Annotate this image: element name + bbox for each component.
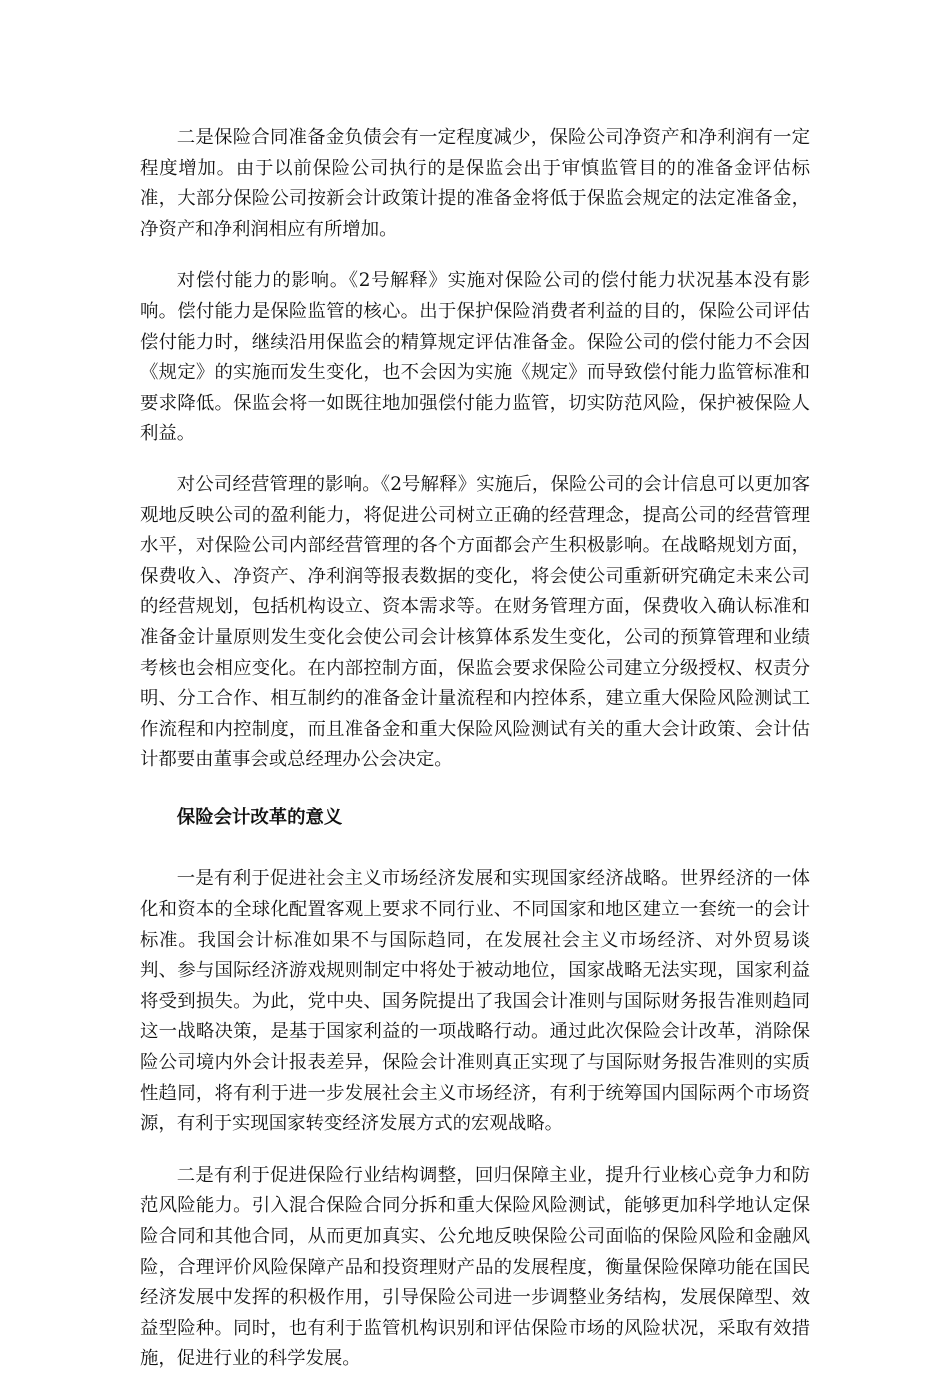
paragraph-solvency-impact: 对偿付能力的影响。《2号解释》实施对保险公司的偿付能力状况基本没有影响。偿付能力是保险监管的核心。出于保护保险消费者利益的目的，保险公司评估偿付能力时，继续沿用保监会的精算规定评估准备金。保险公司的偿付能力不会因《规定》的实施而发生变化，也不会因为实施《规定》而导致偿付能力监管标准和要求降低。保监会将一如既往地加强偿付能力监管，切实防范风险，保护被保险人利益。 bbox=[140, 270, 810, 445]
section-heading: 保险会计改革的意义 bbox=[176, 806, 343, 828]
paragraph-management-impact: 对公司经营管理的影响。《2号解释》实施后，保险公司的会计信息可以更加客观地反映公司的盈利能力，将促进公司树立正确的经营理念，提高公司的经营管理水平，对保险公司内部经营管理的各个方面都会产生积极影响。在战略规划方面，保费收入、净资产、净利润等报表数据的变化，将会使公司重新研究确定未来公司的经营规划，包括机构设立、资本需求等。在财务管理方面，保费收入确认标准和准备金计量原则发生变化会使公司会计核算体系发生变化，公司的预算管理和业绩考核也会相应变化。在内部控制方面，保监会要求保险公司建立分级授权、权责分明、分工合作、相互制约的准备金计量流程和内控体系，建立重大保险风险测试工作流程和内控制度，而且准备金和重大保险风险测试有关的重大会计政策、会计估计都要由董事会或总经理办公会决定。 bbox=[140, 473, 810, 771]
paragraph-industry-structure: 二是有利于促进保险行业结构调整，回归保障主业，提升行业核心竞争力和防范风险能力。引入混合保险合同分拆和重大保险风险测试，能够更加科学地认定保险合同和其他合同，从而更加真实、公允地反映保险公司面临的保险风险和金融风险，合理评价风险保障产品和投资理财产品的发展程度，衡量保险保障功能在国民经济发展中发挥的积极作用，引导保险公司进一步调整业务结构，发展保障型、效益型险种。同时，也有利于监管机构识别和评估保险市场的风险状况，采取有效措施，促进行业的科学发展。 bbox=[140, 1164, 810, 1370]
paragraph-reserve-liability: 二是保险合同准备金负债会有一定程度减少，保险公司净资产和净利润有一定程度增加。由于以前保险公司执行的是保监会出于审慎监管目的的准备金评估标准，大部分保险公司按新会计政策计提的准备金将低于保监会规定的法定准备金，净资产和净利润相应有所增加。 bbox=[140, 127, 810, 240]
document-body bbox=[140, 123, 810, 1375]
paragraph-market-economy: 一是有利于促进社会主义市场经济发展和实现国家经济战略。世界经济的一体化和资本的全球化配置客观上要求不同行业、不同国家和地区建立一套统一的会计标准。我国会计标准如果不与国际趋同，在发展社会主义市场经济、对外贸易谈判、参与国际经济游戏规则制定中将处于被动地位，国家战略无法实现，国家利益将受到损失。为此，党中央、国务院提出了我国会计准则与国际财务报告准则趋同这一战略决策，是基于国家利益的一项战略行动。通过此次保险会计改革，消除保险公司境内外会计报表差异，保险会计准则真正实现了与国际财务报告准则的实质性趋同，将有利于进一步发展社会主义市场经济，有利于统筹国内国际两个市场资源，有利于实现国家转变经济发展方式的宏观战略。 bbox=[140, 868, 810, 1135]
